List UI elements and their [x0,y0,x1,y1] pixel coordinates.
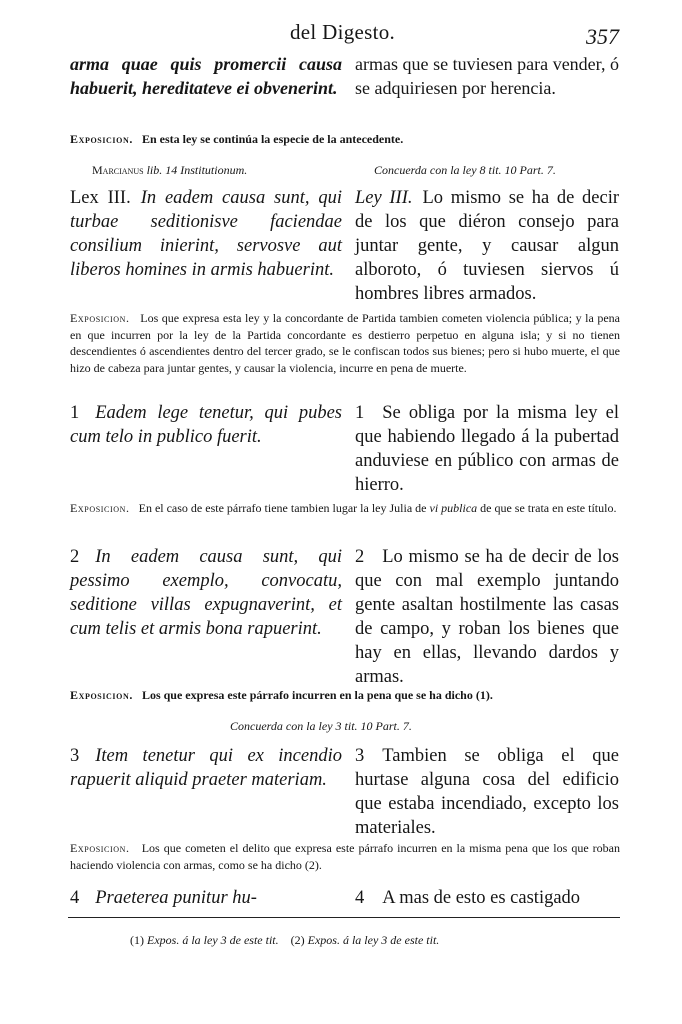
paragraph-spanish-text: A mas de esto es castigado [382,888,581,908]
footnote-marker-1: (1) [130,933,144,947]
running-header: del Digesto. [290,20,396,44]
exposition-1 [70,131,620,148]
exposition-label: Exposicion. [70,311,130,325]
paragraph-1-latin [70,401,342,449]
exposition-3 [70,500,620,517]
paragraph-2-spanish [355,545,619,689]
paragraph-2-latin [70,545,342,641]
paragraph-number: 4 [70,888,80,908]
citation-author: Marcianus [92,163,144,177]
paragraph-number: 2 [355,547,365,567]
exposition-label: Exposicion. [70,132,133,146]
paragraph-number: 2 [70,547,80,567]
paragraph-3-spanish [355,744,619,840]
lex-3-latin [70,186,342,282]
paragraph-spanish-text: Se obliga por la misma ley el que habiendo llegado á la pubertad anduviese en público con armas de hierro. [355,403,619,495]
exposition-text-end: de que se trata en este título. [480,501,617,515]
paragraph-4-spanish [355,886,619,910]
footnotes [130,933,439,948]
paragraph-latin-text: Item tenetur qui ex incendio rapuerit aliquid praeter materiam. [70,746,342,790]
paragraph-number: 3 [70,746,80,766]
ley-3-spanish [355,186,619,306]
exposition-label: Exposicion. [70,501,130,515]
footnote-divider [68,917,620,918]
exposition-text: Los que expresa esta ley y la concordante de Partida tambien cometen violencia pública; y la pena en que incurren por la ley de la Partida concordante es destierro perpetuo en alguna isla; y si no tienen descendientes ó ascendientes dentro del tercer grado, se le confiscan todos sus bienes; pero si hubo muerte, el que hizo de cabeza para juntar gentes, y causar la violencia, incurre en pena de muerte. [70,311,620,375]
exposition-5 [70,840,620,873]
latin-continuation: arma quae quis promercii causa habuerit, hereditateve ei obvenerint. [70,54,342,98]
exposition-italic: vi publica [429,501,478,515]
exposition-label: Exposicion. [70,688,133,702]
citation-left [92,163,247,178]
lex-3-label: Lex III. [70,188,131,208]
exposition-text: Los que cometen el delito que expresa este párrafo incurren en la misma pena que los que roban haciendo violencia con armas, como se ha dicho (2). [70,841,621,872]
citation-work: lib. 14 Institutionum. [146,163,248,177]
paragraph-3-latin [70,744,342,792]
paragraph-spanish-text: Lo mismo se ha de decir de los que con mal exemplo juntando gente asaltan hostilmente las casas de campo, y roban los bienes que hay en ellas, llevando dardos y armas. [355,547,619,687]
paragraph-latin-text: Praeterea punitur hu- [95,888,257,908]
paragraph-4-latin [70,886,342,910]
footnote-text-2: Expos. á la ley 3 de este tit. [307,933,440,947]
citation-center: Concuerda con la ley 3 tit. 10 Part. 7. [230,719,412,733]
paragraph-spanish-text: Tambien se obliga el que hurtase alguna cosa del edificio que estaba incendiado, excepto los materiales. [355,746,619,838]
lex-3-latin-text: In eadem causa sunt, qui turbae seditionisve faciendae consilium inierint, servosve aut liberos homines in armis habuerint. [70,188,342,280]
page-number: 357 [586,24,619,49]
exposition-text: Los que expresa este párrafo incurren en la pena que se ha dicho (1). [141,688,493,702]
citation-right: Concuerda con la ley 8 tit. 10 Part. 7. [374,163,556,177]
paragraph-latin-text: In eadem causa sunt, qui pessimo exemplo, convocatu, seditione villas expugnaverint, et cum telis et armis bona rapuerint. [70,547,342,639]
paragraph-number: 4 [355,888,365,908]
exposition-text: En esta ley se continúa la especie de la antecedente. [141,132,404,146]
exposition-2 [70,310,620,376]
paragraph-1-spanish [355,401,619,497]
paragraph-number: 1 [355,403,365,423]
paragraph-number: 3 [355,746,365,766]
exposition-label: Exposicion. [70,841,130,855]
spanish-continuation: armas que se tuviesen para vender, ó se adquiriesen por herencia. [355,54,619,98]
paragraph-latin-text: Eadem lege tenetur, qui pubes cum telo in publico fuerit. [70,403,342,447]
footnote-marker-2: (2) [290,933,305,947]
exposition-text: En el caso de este párrafo tiene tambien lugar la ley Julia de [138,501,427,515]
ley-3-spanish-text: Lo mismo se ha de decir de los que diéron consejo para juntar gente, y causar algun alboroto, ó tuviesen siervos ú hombres libres armados. [355,188,619,304]
exposition-4 [70,687,620,704]
footnote-text-1: Expos. á la ley 3 de este tit. [147,933,279,947]
ley-3-label: Ley III. [355,188,413,208]
paragraph-number: 1 [70,403,80,423]
